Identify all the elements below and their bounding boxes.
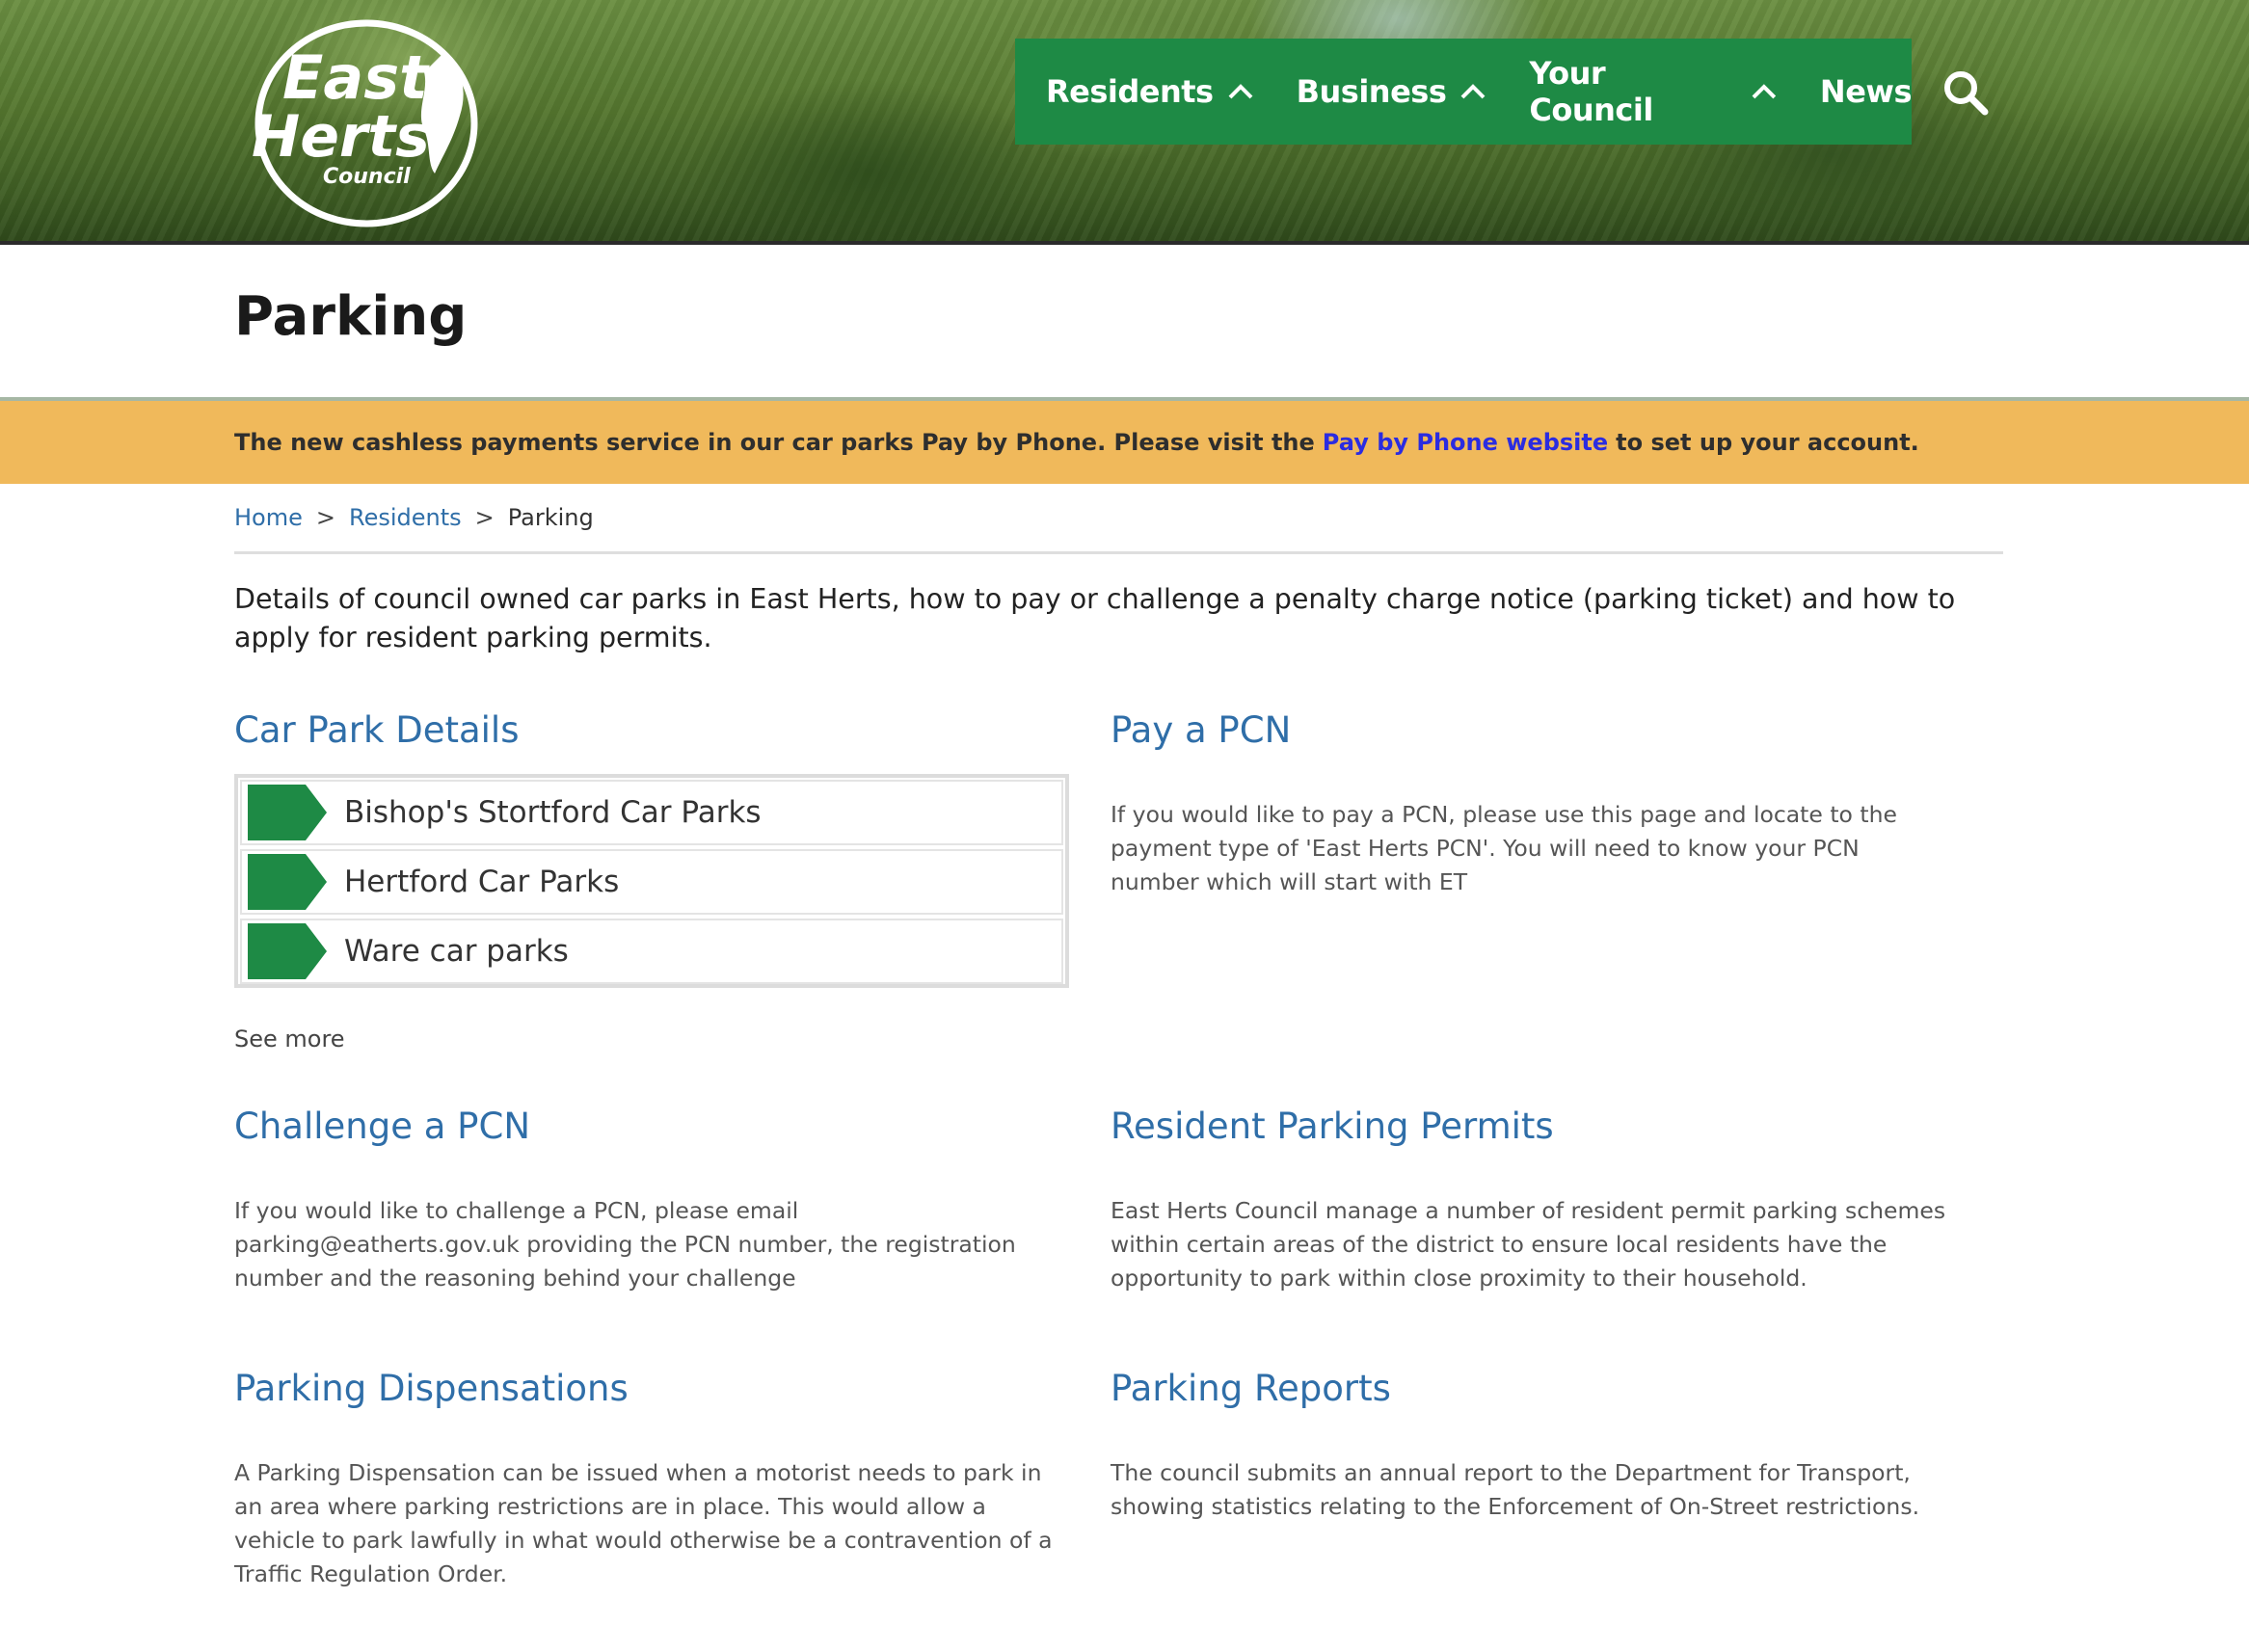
breadcrumb-separator: > — [315, 504, 335, 531]
logo-icon — [246, 10, 487, 231]
chevron-up-icon — [1751, 82, 1778, 101]
section-title-pay-pcn[interactable]: Pay a PCN — [1111, 709, 1292, 751]
nav-label: News — [1819, 73, 1912, 110]
site-header — [0, 0, 2249, 245]
nav-label: Business — [1296, 73, 1447, 110]
section-title-resident-permits[interactable]: Resident Parking Permits — [1111, 1106, 1554, 1147]
nav-label: Residents — [1046, 73, 1214, 110]
chevron-up-icon — [1227, 82, 1254, 101]
section-parking-dispensations — [234, 1368, 1073, 1587]
logo-text-east: East — [282, 42, 428, 113]
section-text-parking-dispensations: A Parking Dispensation can be issued when a motorist needs to park in an area where parking restrictions are in place. This would allow a vehicle to park lawfully in what would otherwise be a contravention of a Traffic Regulation Order. — [234, 1459, 1053, 1587]
alert-text-end: to set up your account. — [1616, 429, 1919, 456]
intro-text: Details of council owned car parks in East Herts, how to pay or challenge a penalty charge notice (parking ticket) and how to apply for resident parking permits. — [234, 583, 1956, 653]
section-text-challenge-pcn: If you would like to challenge a PCN, please email parking@eatherts.gov.uk providing the PCN number, the registration number and the reasoning behind your challenge — [234, 1197, 1016, 1292]
logo-text-council: Council — [323, 165, 411, 189]
section-title-parking-reports[interactable]: Parking Reports — [1111, 1368, 1391, 1409]
car-park-item-label: Ware car parks — [344, 934, 569, 969]
breadcrumb-separator: > — [474, 504, 495, 531]
section-challenge-pcn — [234, 1106, 1073, 1292]
page-title: Parking — [234, 285, 468, 348]
section-car-park-details — [234, 709, 1073, 751]
logo-text-herts: Herts — [252, 103, 430, 171]
see-more-link[interactable]: See more — [234, 1026, 345, 1052]
pay-by-phone-link[interactable]: Pay by Phone website — [1322, 429, 1609, 456]
alert-text: The new cashless payments service in our car parks Pay by Phone. Please visit the — [234, 429, 1315, 456]
car-park-item-ware[interactable] — [240, 919, 1063, 984]
breadcrumb-home[interactable]: Home — [234, 504, 303, 531]
car-park-item-label: Bishop's Stortford Car Parks — [344, 795, 762, 830]
breadcrumb-current: Parking — [507, 504, 594, 531]
nav-label: Your Council — [1529, 55, 1653, 128]
section-text-resident-permits: East Herts Council manage a number of resident permit parking schemes within certain areas of the district to ensure local residents have the opportunity to park within close proximity to their household. — [1111, 1197, 1946, 1292]
section-resident-permits — [1111, 1106, 1949, 1292]
chevron-up-icon — [1459, 82, 1486, 101]
car-park-item-bishops-stortford[interactable] — [240, 780, 1063, 845]
search-icon — [1941, 67, 1991, 118]
car-park-item-label: Hertford Car Parks — [344, 865, 620, 899]
section-title-car-park-details[interactable]: Car Park Details — [234, 709, 520, 751]
search-button[interactable] — [1941, 67, 1991, 118]
section-title-challenge-pcn[interactable]: Challenge a PCN — [234, 1106, 531, 1147]
car-park-item-hertford[interactable] — [240, 849, 1063, 915]
section-title-parking-dispensations[interactable]: Parking Dispensations — [234, 1368, 629, 1409]
nav-item-business[interactable] — [1297, 73, 1487, 110]
car-park-list — [234, 774, 1069, 988]
alert-banner — [0, 401, 2249, 484]
section-text-pay-pcn: If you would like to pay a PCN, please use this page and locate to the payment type of 'East Herts PCN'. You will need to know your PCN number which will start with ET — [1111, 801, 1897, 895]
arrow-icon — [248, 854, 327, 910]
breadcrumb — [234, 501, 594, 534]
section-text-parking-reports: The council submits an annual report to the Department for Transport, showing statistics relating to the Enforcement of On-Street restrictions. — [1111, 1459, 1920, 1520]
arrow-icon — [248, 923, 327, 979]
east-herts-council-logo[interactable] — [246, 10, 487, 231]
nav-item-residents[interactable] — [1046, 73, 1254, 110]
nav-item-news[interactable] — [1820, 73, 1912, 110]
section-pay-pcn — [1111, 709, 1949, 895]
main-nav — [1015, 39, 1912, 145]
nav-item-your-council[interactable] — [1529, 55, 1778, 128]
arrow-icon — [248, 785, 327, 840]
breadcrumb-residents[interactable]: Residents — [348, 504, 462, 531]
section-parking-reports — [1111, 1368, 1949, 1520]
breadcrumb-divider — [234, 551, 2003, 554]
